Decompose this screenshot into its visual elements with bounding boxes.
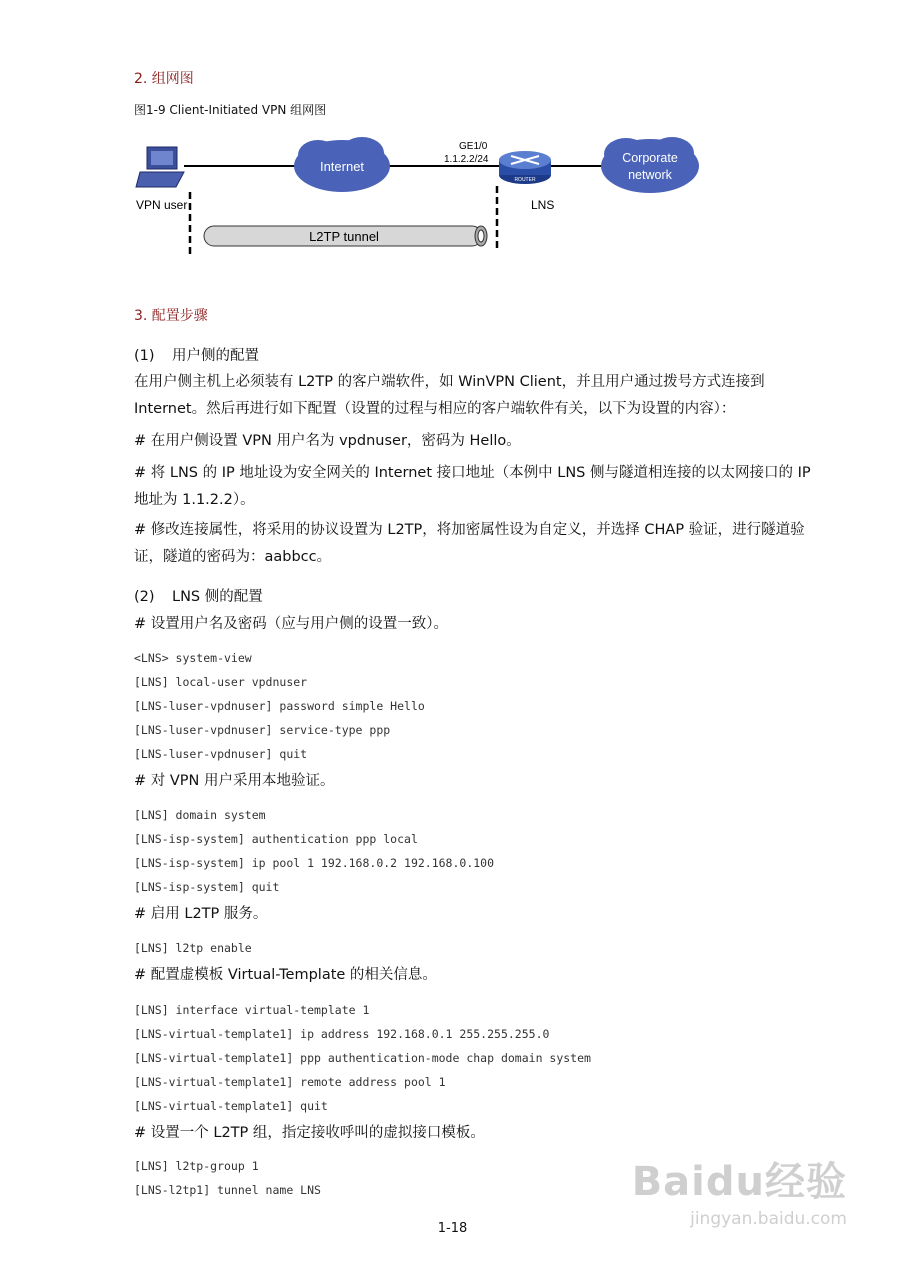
code-block-local-user: <LNS> system-view [LNS] local-user vpdnuser [LNS-luser-vpdnuser] password simple Hello [LNS-luser-vpdnuser] service-type ppp [LNS-luser-vpdnuser] quit (134, 651, 425, 761)
corporate-network-cloud-icon (601, 137, 699, 193)
paragraph-set-username: # 在用户侧设置 VPN 用户名为 vpdnuser，密码为 Hello。 (134, 433, 521, 449)
figure-caption: 图1-9 Client-Initiated VPN 组网图 (134, 103, 327, 117)
pc-icon (136, 147, 184, 187)
code-block-l2tp-group: [LNS] l2tp-group 1 [LNS-l2tp1] tunnel name LNS (134, 1159, 321, 1197)
paragraph-set-lns-ip: # 将 LNS 的 IP 地址设为安全网关的 Internet 接口地址（本例中 LNS 侧与隧道相连接的以太网接口的 IP 地址为 1.1.2.2）。 (134, 465, 811, 508)
step-2-heading (134, 585, 263, 606)
code-block-domain: [LNS] domain system [LNS-isp-system] authentication ppp local [LNS-isp-system] ip pool 1 192.168.0.2 192.168.0.100 [LNS-isp-system] quit (134, 808, 495, 894)
corporate-line1: Corporate (622, 151, 678, 165)
internet-label: Internet (319, 159, 365, 174)
watermark-url: jingyan.baidu.com (690, 1209, 847, 1229)
section-title-network: 2. 组网图 (134, 71, 194, 87)
paragraph-local-auth: # 对 VPN 用户采用本地验证。 (134, 773, 335, 789)
paragraph-virtual-template: # 配置虚模板 Virtual-Template 的相关信息。 (134, 967, 437, 983)
paragraph-client-software: 在用户侧主机上必须装有 L2TP 的客户端软件，如 WinVPN Client，并且用户通过拨号方式连接到 Internet。然后再进行如下配置（设置的过程与相应的客户端软件有关，以下为设置的内容）： (134, 374, 765, 417)
paragraph-enable-l2tp: # 启用 L2TP 服务。 (134, 906, 268, 922)
ip-label: 1.1.2.2/24 (444, 154, 489, 165)
step-1-number: (1) (134, 348, 155, 364)
watermark-brand: Baidu经验 (631, 1159, 847, 1205)
port-label: GE1/0 (459, 141, 488, 152)
paragraph-set-credentials: # 设置用户名及密码（应与用户侧的设置一致）。 (134, 616, 449, 632)
page-number: 1-18 (437, 1221, 468, 1236)
code-block-virtual-template: [LNS] interface virtual-template 1 [LNS-virtual-template1] ip address 192.168.0.1 255.255.255.0 [LNS-virtual-template1] ppp authentication-mode chap domain system [LNS-virtual-template1] remote address pool 1 [LNS-virtual-template1] quit (134, 1003, 591, 1113)
tunnel-label: L2TP tunnel (309, 229, 379, 244)
step-1-heading (134, 344, 259, 365)
network-diagram (0, 0, 905, 280)
section-title-steps: 3. 配置步骤 (134, 308, 208, 324)
lns-label: LNS (531, 198, 555, 212)
step-2-title: LNS 侧的配置 (172, 589, 263, 605)
router-text: ROUTER (514, 177, 536, 183)
corporate-line2: network (628, 168, 672, 182)
baidu-watermark (632, 1150, 847, 1229)
paragraph-connection-props: # 修改连接属性，将采用的协议设置为 L2TP，将加密属性设为自定义，并选择 CHAP 验证，进行隧道验证，隧道的密码为：aabbcc。 (134, 522, 805, 565)
paragraph-l2tp-group: # 设置一个 L2TP 组，指定接收呼叫的虚拟接口模板。 (134, 1125, 485, 1141)
step-1-title: 用户侧的配置 (172, 348, 259, 364)
code-block-l2tp-enable: [LNS] l2tp enable (134, 941, 252, 955)
vpn-user-label: VPN user (136, 198, 188, 212)
step-2-number: (2) (134, 589, 155, 605)
